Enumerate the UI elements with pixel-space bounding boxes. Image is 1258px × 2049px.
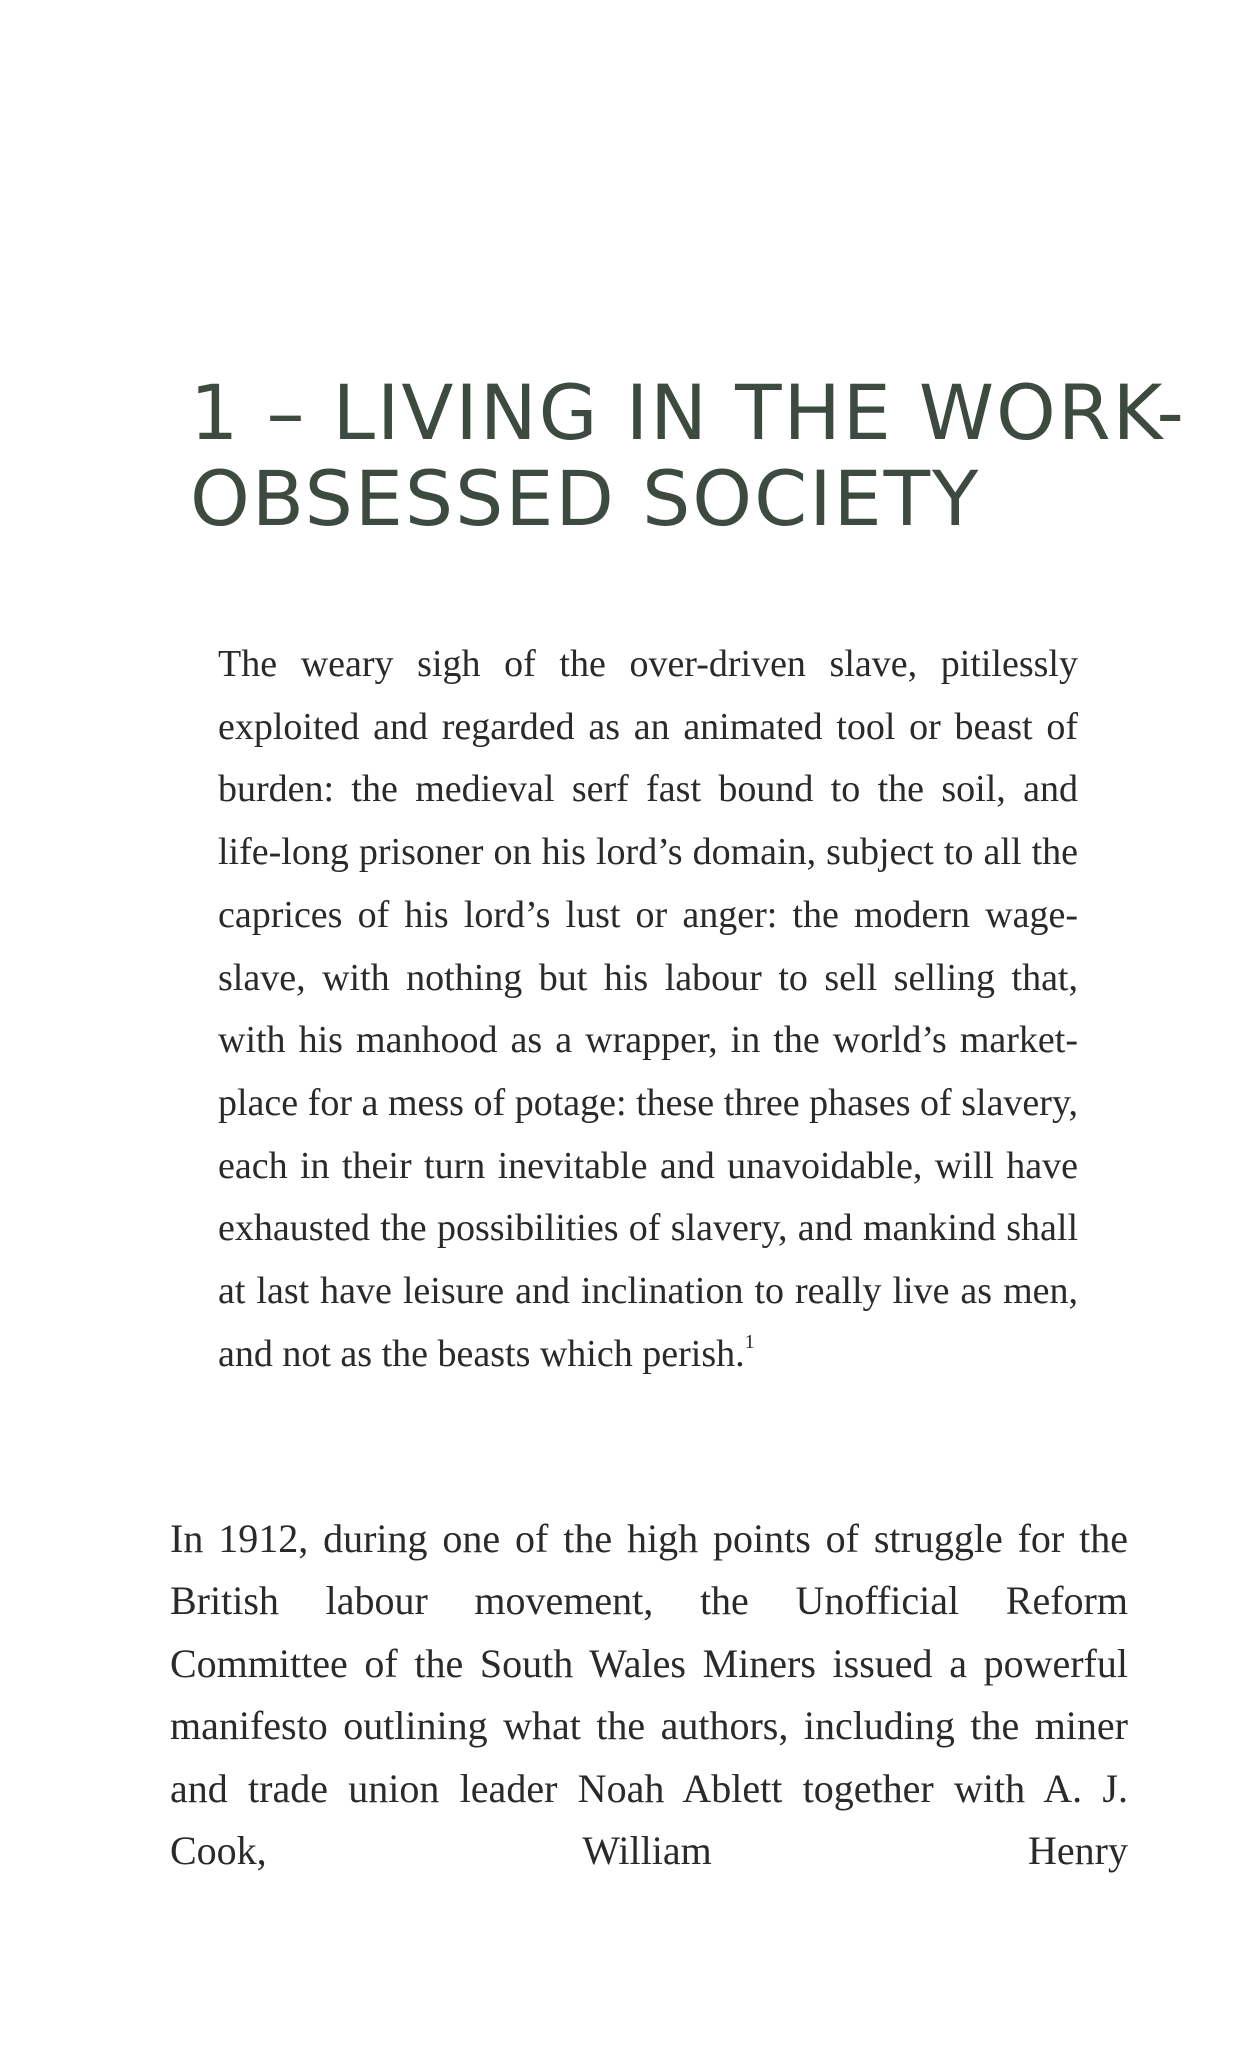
chapter-title-line-1: 1 – LIVING IN THE WORK- [190, 368, 1186, 457]
chapter-title-line-2: OBSESSED SOCIETY [190, 454, 981, 543]
epigraph-quote [218, 633, 1078, 1385]
body-paragraph: In 1912, during one of the high points of struggle for the British labour movement, the Unofficial Reform Committee of the South Wales Miners issued a powerful manifesto outlining what the authors, including the miner and trade union leader Noah Ablett together with A. J. Cook, William Henry [170, 1516, 1128, 1874]
footnote-marker: 1 [744, 1330, 755, 1353]
chapter-title [190, 368, 1186, 543]
epigraph-text: The weary sigh of the over-driven slave, pitilessly exploited and regarded as an animated tool or beast of burden: the medieval serf fast bound to the soil, and life-long prisoner on his lord’s domain, subject to all the caprices of his lord’s lust or anger: the modern wage-slave, with nothing but his labour to sell selling that, with his manhood as a wrapper, in the world’s market-place for a mess of potage: these three phases of slavery, each in their turn inevitable and unavoidable, will have exhausted the possibilities of slavery, and mankind shall at last have leisure and inclination to really live as men, and not as the beasts which perish. [218, 643, 1078, 1375]
